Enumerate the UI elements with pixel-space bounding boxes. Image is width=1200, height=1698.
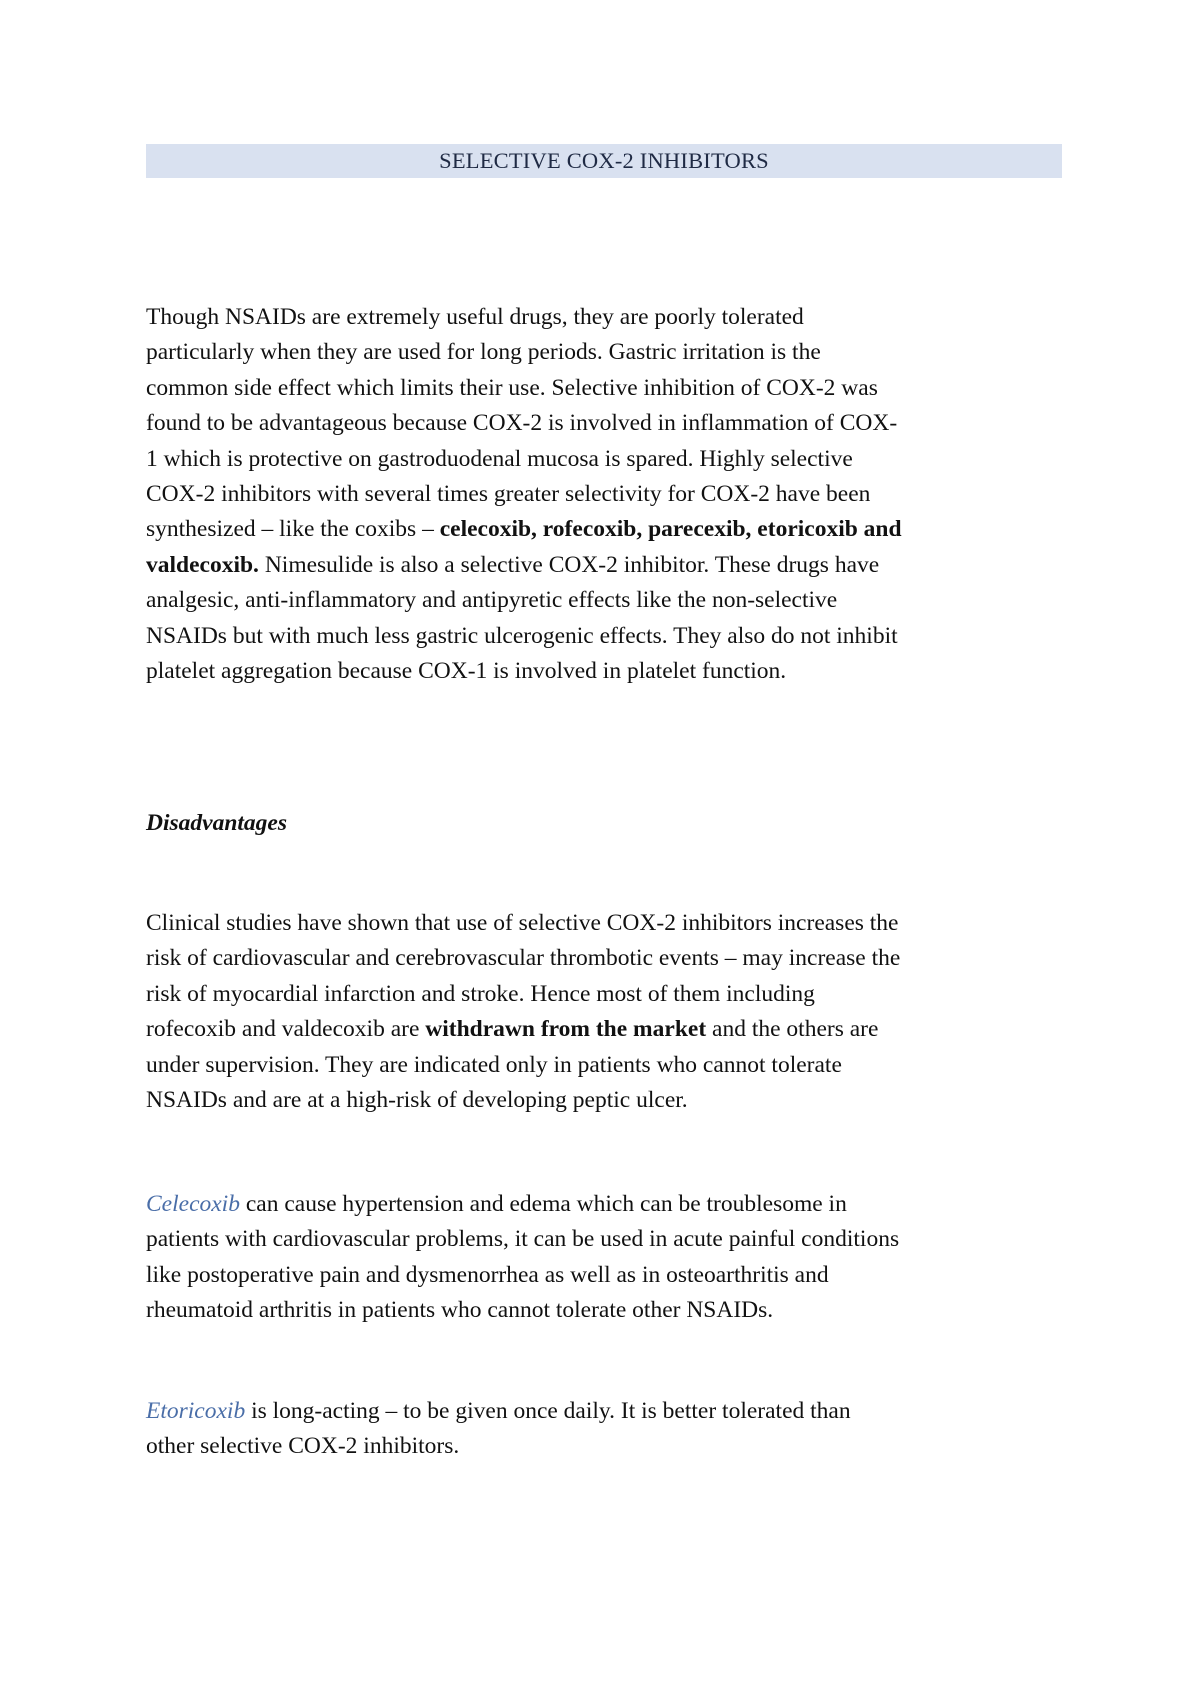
drug-name-celecoxib: Celecoxib xyxy=(146,1191,240,1217)
celecoxib-line: patients with cardiovascular problems, it can be used in acute painful conditions xyxy=(146,1226,900,1253)
intro-line: Nimesulide is also a selective COX-2 inhibitor. These drugs have xyxy=(258,551,880,578)
disadvantages-line: rofecoxib and valdecoxib are xyxy=(146,1016,426,1043)
disadvantages-line: risk of myocardial infarction and stroke. Hence most of them including xyxy=(146,980,815,1007)
etoricoxib-line: other selective COX-2 inhibitors. xyxy=(146,1433,460,1460)
disadvantages-line: and the others are xyxy=(706,1016,879,1043)
intro-line: 1 which is protective on gastroduodenal mucosa is spared. Highly selective xyxy=(146,445,853,472)
intro-paragraph xyxy=(146,300,1076,689)
intro-line: platelet aggregation because COX-1 is involved in platelet function. xyxy=(146,658,787,685)
celecoxib-line: like postoperative pain and dysmenorrhea as well as in osteoarthritis and xyxy=(146,1261,829,1288)
coxib-drug-list-end: valdecoxib. xyxy=(146,551,259,578)
celecoxib-paragraph xyxy=(146,1187,1076,1329)
celecoxib-line: can cause hypertension and edema which can be troublesome in xyxy=(239,1191,847,1217)
disadvantages-line: risk of cardiovascular and cerebrovascular thrombotic events – may increase the xyxy=(146,945,901,972)
disadvantages-heading: Disadvantages xyxy=(146,810,287,836)
page-title: SELECTIVE COX-2 INHIBITORS xyxy=(146,144,1062,178)
coxib-drug-list: celecoxib, rofecoxib, parecexib, etoricoxib and xyxy=(439,516,902,543)
intro-line: synthesized – like the coxibs – xyxy=(146,516,440,543)
intro-line: analgesic, anti-inflammatory and antipyretic effects like the non-selective xyxy=(146,587,838,614)
intro-line: particularly when they are used for long periods. Gastric irritation is the xyxy=(146,339,821,366)
disadvantages-line: NSAIDs and are at a high-risk of developing peptic ulcer. xyxy=(146,1087,688,1114)
intro-line: found to be advantageous because COX-2 is involved in inflammation of COX- xyxy=(146,410,898,437)
intro-line: common side effect which limits their use. Selective inhibition of COX-2 was xyxy=(146,374,878,401)
intro-line: Though NSAIDs are extremely useful drugs, they are poorly tolerated xyxy=(146,304,804,330)
etoricoxib-paragraph xyxy=(146,1394,1076,1465)
drug-name-etoricoxib: Etoricoxib xyxy=(146,1398,246,1424)
intro-line: NSAIDs but with much less gastric ulcerogenic effects. They also do not inhibit xyxy=(146,622,898,649)
disadvantages-line: Clinical studies have shown that use of selective COX-2 inhibitors increases the xyxy=(146,910,899,936)
disadvantages-paragraph xyxy=(146,906,1076,1118)
withdrawn-emphasis: withdrawn from the market xyxy=(425,1016,707,1043)
celecoxib-line: rheumatoid arthritis in patients who cannot tolerate other NSAIDs. xyxy=(146,1297,774,1324)
intro-line: COX-2 inhibitors with several times greater selectivity for COX-2 have been xyxy=(146,481,871,508)
disadvantages-line: under supervision. They are indicated only in patients who cannot tolerate xyxy=(146,1051,842,1078)
etoricoxib-line: is long-acting – to be given once daily. It is better tolerated than xyxy=(245,1398,851,1424)
